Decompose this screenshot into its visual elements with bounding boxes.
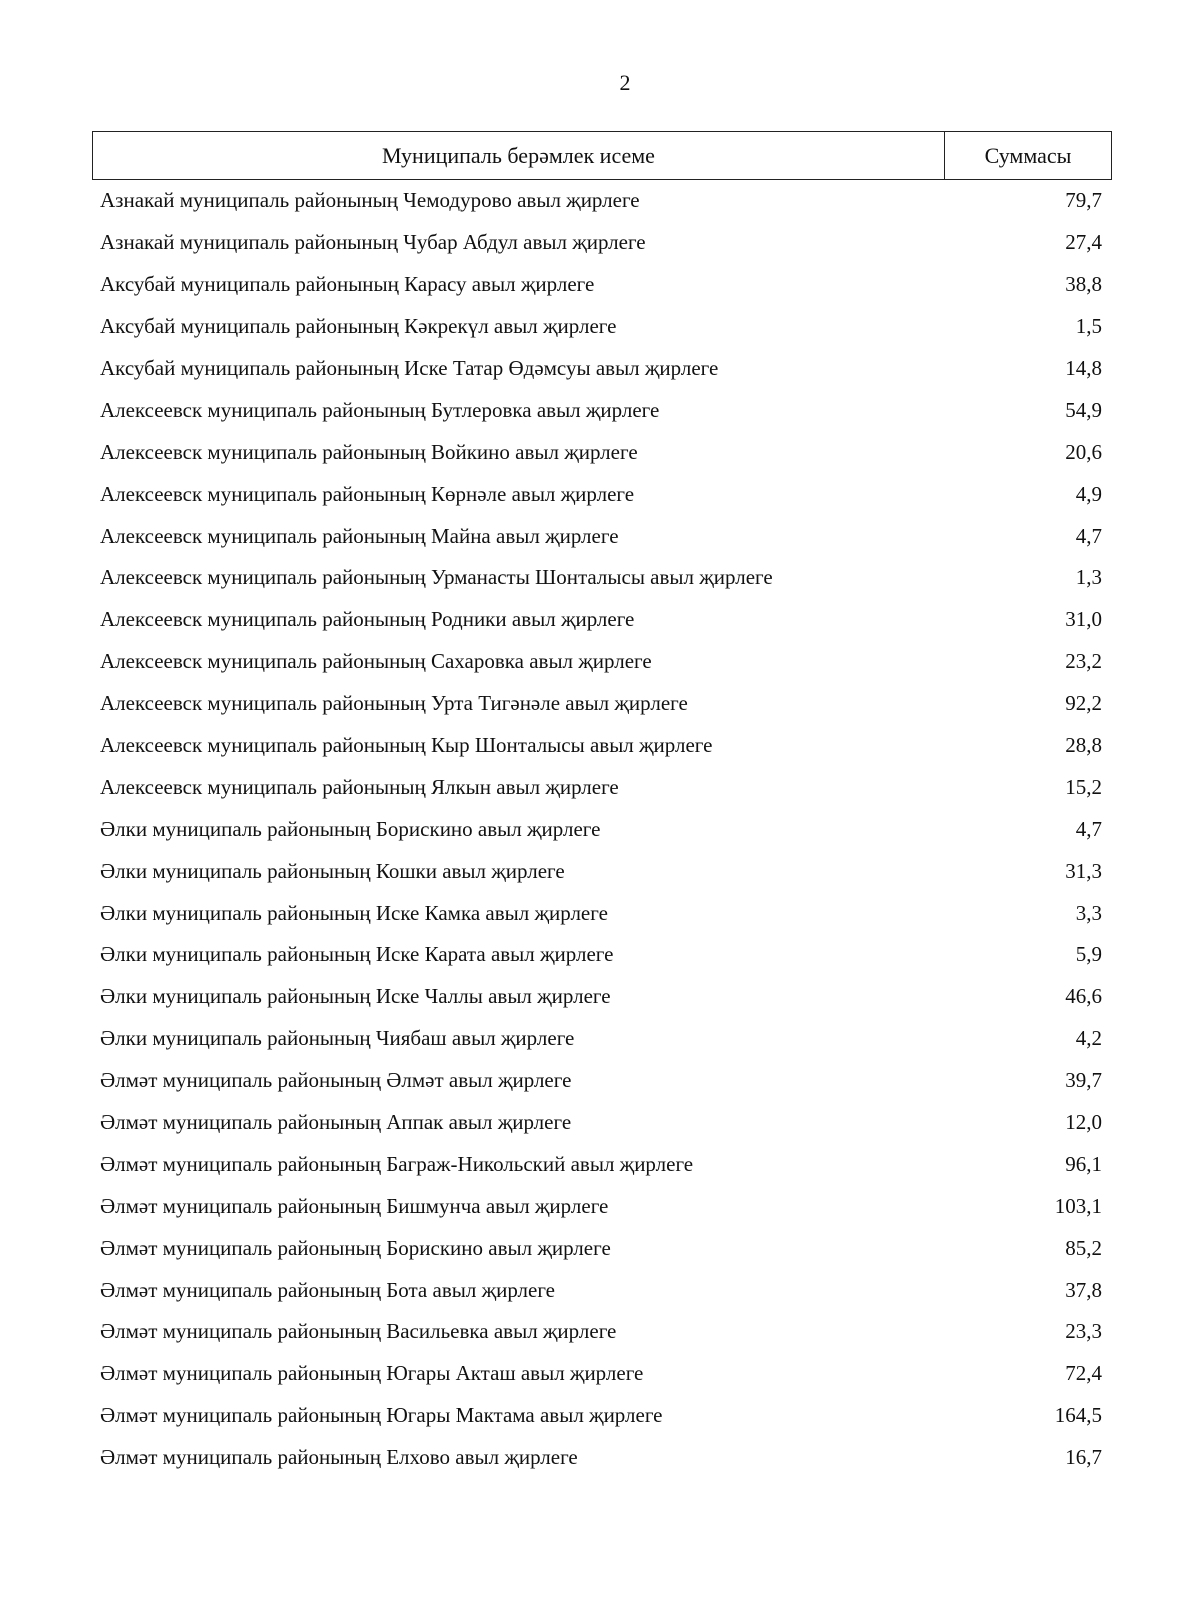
table-row bbox=[92, 1311, 1102, 1353]
row-name-cell: Әлки муниципаль районының Иске Карата авыл җирлеге bbox=[100, 942, 614, 967]
column-header-sum: Суммасы bbox=[984, 142, 1072, 168]
row-name-cell: Азнакай муниципаль районының Чубар Абдул авыл җирлеге bbox=[100, 230, 646, 255]
row-sum-cell: 28,8 bbox=[1065, 733, 1102, 758]
table-row bbox=[92, 389, 1102, 431]
table-row bbox=[92, 1227, 1102, 1269]
row-sum-cell: 16,7 bbox=[1065, 1445, 1102, 1470]
row-sum-cell: 31,0 bbox=[1065, 607, 1102, 632]
row-name-cell: Әлки муниципаль районының Борискино авыл җирлеге bbox=[100, 816, 601, 841]
table-row bbox=[92, 892, 1102, 934]
table-row bbox=[92, 1185, 1102, 1227]
table-row bbox=[92, 934, 1102, 976]
row-sum-cell: 85,2 bbox=[1065, 1235, 1102, 1260]
row-sum-cell: 14,8 bbox=[1065, 356, 1102, 380]
row-name-cell: Әлмәт муниципаль районының Васильевка авыл җирлеге bbox=[100, 1319, 617, 1344]
table-header bbox=[92, 131, 1112, 180]
table-row bbox=[92, 850, 1102, 892]
row-sum-cell: 72,4 bbox=[1065, 1361, 1102, 1386]
row-sum-cell: 4,2 bbox=[1075, 1026, 1102, 1051]
row-sum-cell: 46,6 bbox=[1065, 984, 1102, 1009]
table-row bbox=[92, 808, 1102, 850]
row-sum-cell: 4,9 bbox=[1075, 481, 1102, 506]
table-row bbox=[92, 976, 1102, 1018]
row-name-cell: Әлмәт муниципаль районының Югары Мактама авыл җирлеге bbox=[100, 1403, 663, 1428]
row-name-cell: Әлмәт муниципаль районының Борискино авыл җирлеге bbox=[100, 1235, 611, 1260]
row-sum-cell: 15,2 bbox=[1065, 774, 1102, 799]
table-row bbox=[92, 725, 1102, 767]
row-sum-cell: 38,8 bbox=[1065, 272, 1102, 297]
table-row bbox=[92, 264, 1102, 306]
table-row bbox=[92, 306, 1102, 348]
page-number: 2 bbox=[619, 70, 631, 95]
row-name-cell: Алексеевск муниципаль районының Кыр Шонталысы авыл җирлеге bbox=[100, 733, 713, 758]
row-name-cell: Әлмәт муниципаль районының Баграж-Никольский авыл җирлеге bbox=[100, 1151, 694, 1176]
row-name-cell: Алексеевск муниципаль районының Сахаровка авыл җирлеге bbox=[100, 649, 652, 674]
table-row bbox=[92, 641, 1102, 683]
row-name-cell: Азнакай муниципаль районының Чемодурово авыл җирлеге bbox=[100, 188, 640, 213]
table-row bbox=[92, 1102, 1102, 1144]
row-name-cell: Алексеевск муниципаль районының Родники авыл җирлеге bbox=[100, 607, 635, 632]
row-sum-cell: 54,9 bbox=[1065, 397, 1102, 422]
row-name-cell: Аксубай муниципаль районының Карасу авыл җирлеге bbox=[100, 272, 595, 297]
table-row bbox=[92, 1143, 1102, 1185]
table-row bbox=[92, 557, 1102, 599]
table-row bbox=[92, 1395, 1102, 1437]
table-row bbox=[92, 348, 1102, 390]
row-name-cell: Алексеевск муниципаль районының Бутлеровка авыл җирлеге bbox=[100, 397, 660, 422]
table-row bbox=[92, 515, 1102, 557]
table-row bbox=[92, 431, 1102, 473]
row-sum-cell: 103,1 bbox=[1054, 1193, 1102, 1218]
row-name-cell: Әлки муниципаль районының Чиябаш авыл җирлеге bbox=[100, 1026, 575, 1051]
row-name-cell: Әлмәт муниципаль районының Бота авыл җирлеге bbox=[100, 1277, 556, 1302]
row-name-cell: Аксубай муниципаль районының Кәкрекүл авыл җирлеге bbox=[100, 314, 617, 339]
column-header-name: Муниципаль берәмлек исеме bbox=[93, 132, 945, 179]
row-name-cell: Әлки муниципаль районының Иске Чаллы авыл җирлеге bbox=[100, 984, 611, 1009]
table-row bbox=[92, 222, 1102, 264]
row-sum-cell: 164,5 bbox=[1054, 1403, 1102, 1428]
row-name-cell: Әлмәт муниципаль районының Әлмәт авыл җирлеге bbox=[100, 1068, 572, 1093]
row-sum-cell: 4,7 bbox=[1075, 816, 1102, 841]
row-name-cell: Аксубай муниципаль районының Иске Татар Өдәмсуы авыл җирлеге bbox=[100, 356, 719, 380]
row-sum-cell: 1,5 bbox=[1075, 314, 1102, 339]
row-name-cell: Алексеевск муниципаль районының Ялкын авыл җирлеге bbox=[100, 774, 619, 799]
row-name-cell: Әлмәт муниципаль районының Аппак авыл җирлеге bbox=[100, 1110, 572, 1135]
row-sum-cell: 31,3 bbox=[1065, 858, 1102, 883]
row-sum-cell: 20,6 bbox=[1065, 439, 1102, 464]
table-row bbox=[92, 1269, 1102, 1311]
row-sum-cell: 96,1 bbox=[1065, 1151, 1102, 1176]
row-name-cell: Алексеевск муниципаль районының Көрнәле авыл җирлеге bbox=[100, 481, 635, 506]
row-name-cell: Алексеевск муниципаль районының Майна авыл җирлеге bbox=[100, 523, 619, 548]
row-name-cell: Әлмәт муниципаль районының Елхово авыл җирлеге bbox=[100, 1445, 578, 1470]
table-body bbox=[92, 180, 1102, 1479]
table-row bbox=[92, 473, 1102, 515]
table-row bbox=[92, 1018, 1102, 1060]
table-row bbox=[92, 1353, 1102, 1395]
row-name-cell: Әлки муниципаль районының Иске Камка авыл җирлеге bbox=[100, 900, 608, 925]
table-row bbox=[92, 1060, 1102, 1102]
table-row bbox=[92, 1437, 1102, 1479]
row-sum-cell: 3,3 bbox=[1075, 900, 1102, 925]
row-sum-cell: 27,4 bbox=[1065, 230, 1102, 255]
row-sum-cell: 92,2 bbox=[1065, 691, 1102, 716]
row-name-cell: Алексеевск муниципаль районының Войкино авыл җирлеге bbox=[100, 439, 638, 464]
row-name-cell: Әлмәт муниципаль районының Бишмунча авыл җирлеге bbox=[100, 1193, 609, 1218]
row-sum-cell: 12,0 bbox=[1065, 1110, 1102, 1135]
row-sum-cell: 1,3 bbox=[1075, 565, 1102, 590]
row-name-cell: Әлки муниципаль районының Кошки авыл җирлеге bbox=[100, 858, 565, 883]
row-name-cell: Әлмәт муниципаль районының Югары Акташ авыл җирлеге bbox=[100, 1361, 644, 1386]
table-row bbox=[92, 180, 1102, 222]
table-row bbox=[92, 599, 1102, 641]
row-sum-cell: 37,8 bbox=[1065, 1277, 1102, 1302]
row-sum-cell: 5,9 bbox=[1075, 942, 1102, 967]
row-sum-cell: 4,7 bbox=[1075, 523, 1102, 548]
row-sum-cell: 79,7 bbox=[1065, 188, 1102, 213]
row-name-cell: Алексеевск муниципаль районының Урманасты Шонталысы авыл җирлеге bbox=[100, 565, 773, 590]
table-row bbox=[92, 683, 1102, 725]
row-sum-cell: 23,3 bbox=[1065, 1319, 1102, 1344]
row-sum-cell: 39,7 bbox=[1065, 1068, 1102, 1093]
row-name-cell: Алексеевск муниципаль районының Урта Тигәнәле авыл җирлеге bbox=[100, 691, 688, 716]
table-row bbox=[92, 766, 1102, 808]
row-sum-cell: 23,2 bbox=[1065, 649, 1102, 674]
